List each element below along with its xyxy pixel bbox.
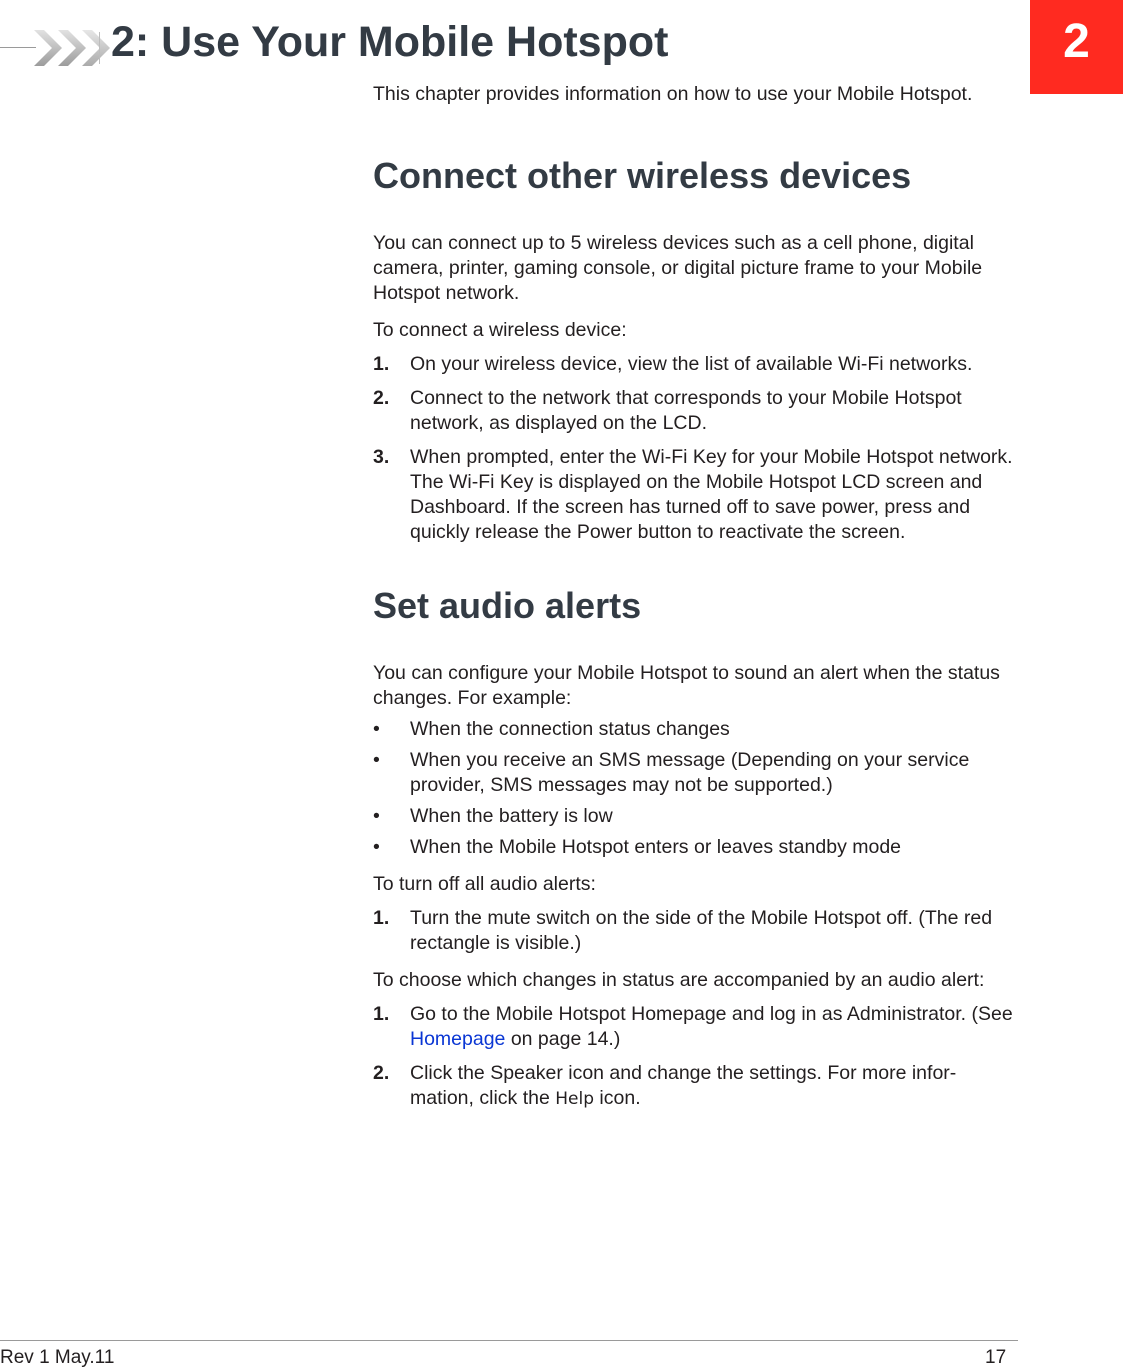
list-item [373,906,1013,956]
footer-rule [0,1340,1018,1341]
step-number: 2. [373,1062,390,1084]
list-item [373,352,1013,377]
page-content [373,82,1013,1112]
step-text: Connect to the network that corresponds to your Mobile Hotspot network, as displayed on the LCD. [410,387,962,434]
chapter-title: 2: Use Your Mobile Hotspot [111,18,669,66]
intro-text: This chapter provides information on how to use your Mobile Hotspot. [373,83,973,105]
step-text: On your wireless device, view the list of available Wi-Fi networks. [410,353,973,375]
step-text-pre: Go to the Mobile Hotspot Homepage and log in as Administrator. (See [410,1003,1013,1025]
step-number: 1. [373,353,390,375]
list-item [373,1061,1013,1112]
step-text: When prompted, enter the Wi-Fi Key for your Mobile Hotspot network. The Wi-Fi Key is displayed on the Mobile Hotspot LCD screen and Dashboard. If the screen has turned off to save power, press and quickly release the Power button to reactivate the screen. [410,446,1013,543]
list-item [373,835,1013,860]
footer-revision: Rev 1 May.11 [0,1347,115,1368]
chapter-chevron-icon [34,24,114,72]
list-item [373,717,1013,742]
bullet-glyph: • [373,805,380,827]
step-text: Turn the mute switch on the side of the Mobile Hotspot off. (The red rectangle is visible.) [410,907,993,954]
bullet-text: When the battery is low [410,805,613,827]
step-text-pre: Click the Speaker icon and change the settings. For more infor-mation, click the [410,1062,957,1109]
homepage-link[interactable]: Homepage [410,1028,506,1050]
bullet-text: When you receive an SMS message (Depending on your service provider, SMS messages may not be supported.) [410,749,970,796]
section1-paragraph: You can connect up to 5 wireless devices such as a cell phone, digital camera, printer, gaming console, or digital picture frame to your Mobile Hotspot network. [373,232,983,304]
list-item [373,804,1013,829]
step-text-post: icon. [594,1087,641,1109]
help-label: Help [555,1089,594,1109]
step-number: 2. [373,387,390,409]
alerts-lead: To choose which changes in status are accompanied by an audio alert: [373,969,985,991]
list-item [373,386,1013,436]
bullet-glyph: • [373,718,380,740]
bullet-glyph: • [373,749,380,771]
step-text-post: on page 14.) [505,1028,621,1050]
bullet-glyph: • [373,836,380,858]
list-item [373,748,1013,798]
section-heading-audio: Set audio alerts [373,585,642,626]
page-number: 17 [985,1347,1007,1368]
bullet-text: When the connection status changes [410,718,730,740]
list-item [373,445,1013,545]
chapter-number-tab: 2 [1030,0,1123,94]
section-heading-connect: Connect other wireless devices [373,155,912,196]
header-rule [0,47,36,48]
list-item [373,1002,1013,1052]
section2-paragraph: You can configure your Mobile Hotspot to sound an alert when the status changes. For example: [373,662,1000,709]
mute-lead: To turn off all audio alerts: [373,873,596,895]
step-number: 1. [373,1003,390,1025]
step-number: 3. [373,446,390,468]
step-number: 1. [373,907,390,929]
section1-lead: To connect a wireless device: [373,319,627,341]
bullet-text: When the Mobile Hotspot enters or leaves standby mode [410,836,902,858]
